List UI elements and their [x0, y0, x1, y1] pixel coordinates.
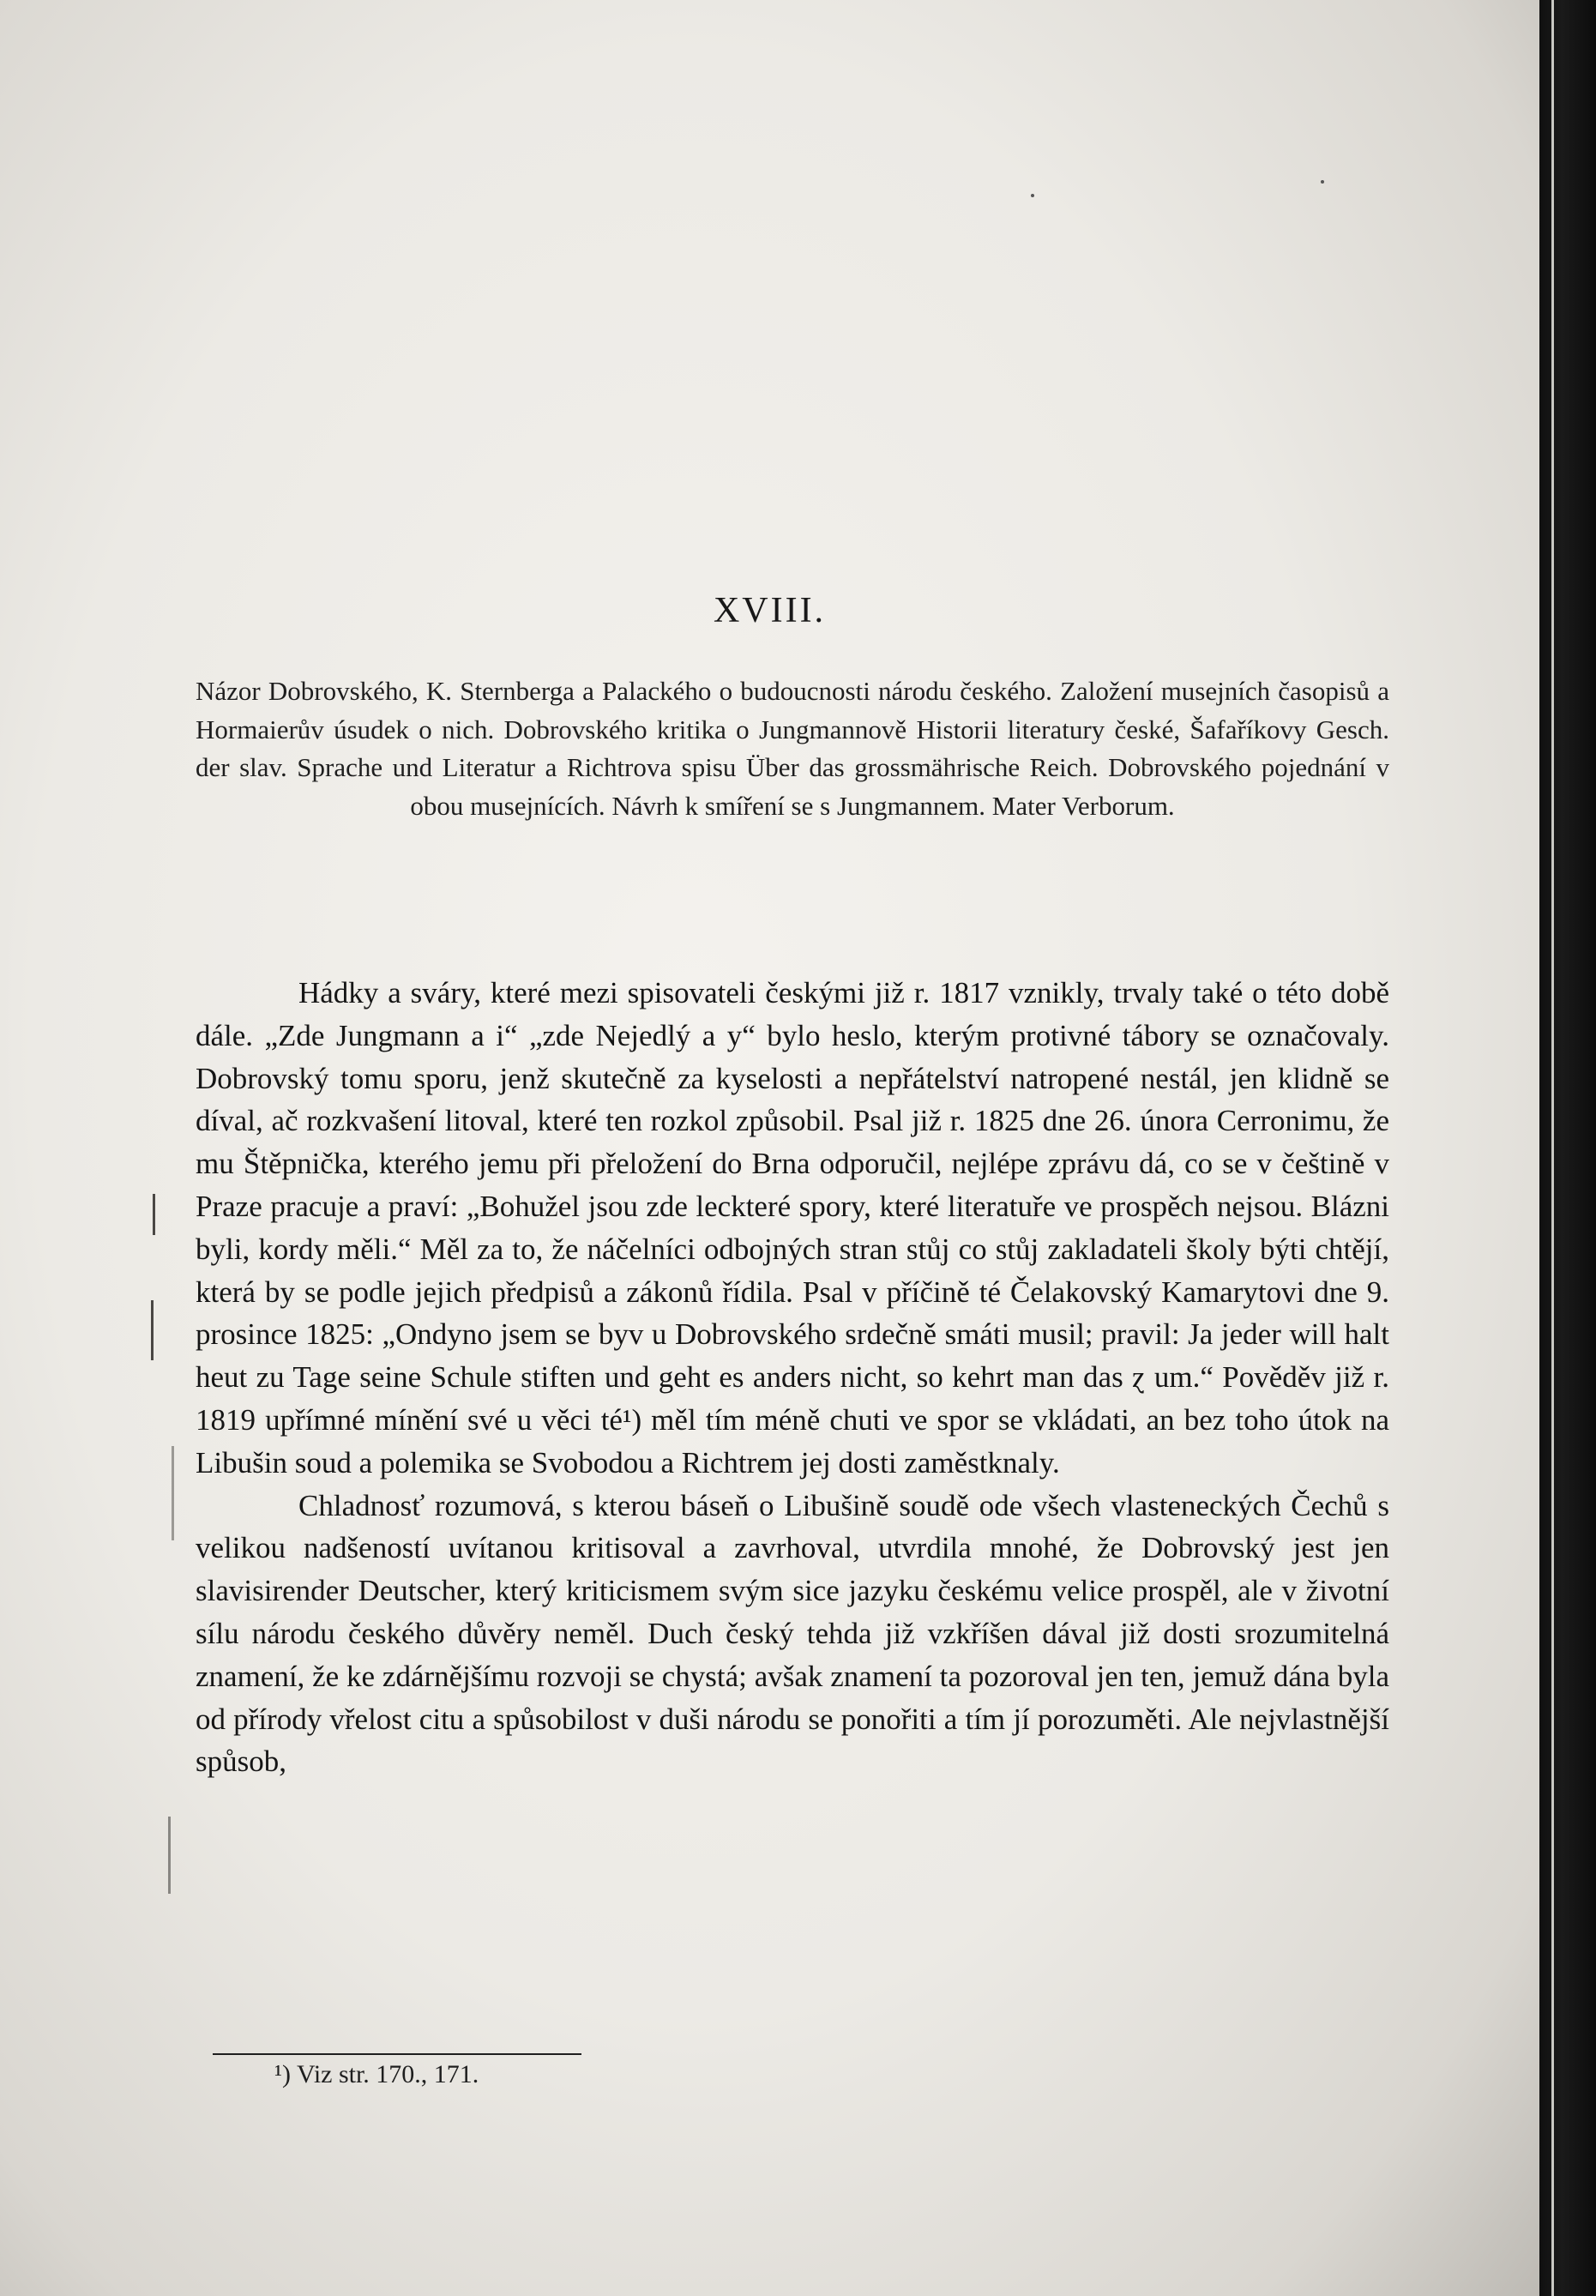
- page-edge-shadow: [1539, 0, 1596, 2296]
- footnote: [274, 2060, 479, 2089]
- chapter-number: XVIII.: [713, 591, 827, 630]
- footnote-rule: [213, 2053, 581, 2055]
- body-text: [196, 972, 1389, 1783]
- paragraph: Chladnosť rozumová, s kterou báseň o Libušině soudě ode všech vlasteneckých Čechů s velikou nadšeností uvítanou kritisoval a zavrhoval, utvrdila mnohé, že Dobrovský jest jen slavisirender Deutscher, který kriticismem svým sice jazyku českému velice prospěl, ale v životní sílu národu českého důvěry neměl. Duch český tehda již vzkříšen dával již dosti srozumitelná znamení, že ke zdárnějšímu rozvoji se chystá; avšak znamení ta pozoroval jen ten, jemuž dána byla od přírody vřelost citu a spůsobilost v duši národu se ponořiti a tím jí porozuměti. Ale nejvlastnější spůsob,: [196, 1488, 1389, 1779]
- margin-mark: [151, 1300, 154, 1360]
- chapter-summary: Názor Dobrovského, K. Sternberga a Palackého o budoucnosti národu českého. Založení musejních časopisů a Hormaierův úsudek o nich. Dobrovského kritika o Jungmannově Historii literatury české, Šafaříkovy Gesch. der slav. Sprache und Literatur a Richtrova spisu Über das grossmährische Reich. Dobrovského pojednání v obou musejnících. Návrh k smíření se s Jungmannem. Mater Verborum.: [196, 676, 1389, 822]
- speck: [1031, 194, 1034, 197]
- margin-mark: [168, 1817, 171, 1894]
- footnote-text: Viz str. 170., 171.: [296, 2060, 479, 2088]
- page-edge-line: [1551, 0, 1554, 2296]
- margin-mark: [172, 1446, 174, 1540]
- speck: [1321, 180, 1324, 184]
- paragraph: Hádky a sváry, které mezi spisovateli českými již r. 1817 vznikly, trvaly také o této době dále. „Zde Jungmann a i“ „zde Nejedlý a y“ bylo heslo, kterým protivné tábory se označovaly. Dobrovský tomu sporu, jenž skutečně za kyselosti a nepřátelství natropené nestál, jen klidně se díval, ač rozkvašení litoval, které ten rozkol způsobil. Psal již r. 1825 dne 26. února Cerronimu, že mu Štěpnička, kterého jemu při přeložení do Brna odporučil, nejlépe zprávu dá, co se v češtině v Praze pracuje a praví: „Bohužel jsou zde leckteré spory, které literatuře ve prospěch nejsou. Blázni byli, kordy měli.“ Měl za to, že náčelníci odbojných stran stůj co stůj zakladateli školy býti chtějí, která by se podle jejich předpisů a zákonů řídila. Psal v příčině té Čelakovský Kamarytovi dne 9. prosince 1825: „Ondyno jsem se byv u Dobrovského srdečně smáti musil; pravil: Ja jeder will halt heut zu Tage seine Schule stiften und geht es anders nicht, so kehrt man das ɀ um.“ Pověděv již r. 1819 upřímné mínění své u věci té¹) měl tím méně chuti ve spor se vkládati, an bez toho útok na Libušin soud a polemika se Svobodou a Richtrem jej dosti zaměstknaly.: [196, 976, 1389, 1479]
- margin-mark: [153, 1194, 155, 1235]
- footnote-marker: ¹): [274, 2060, 291, 2088]
